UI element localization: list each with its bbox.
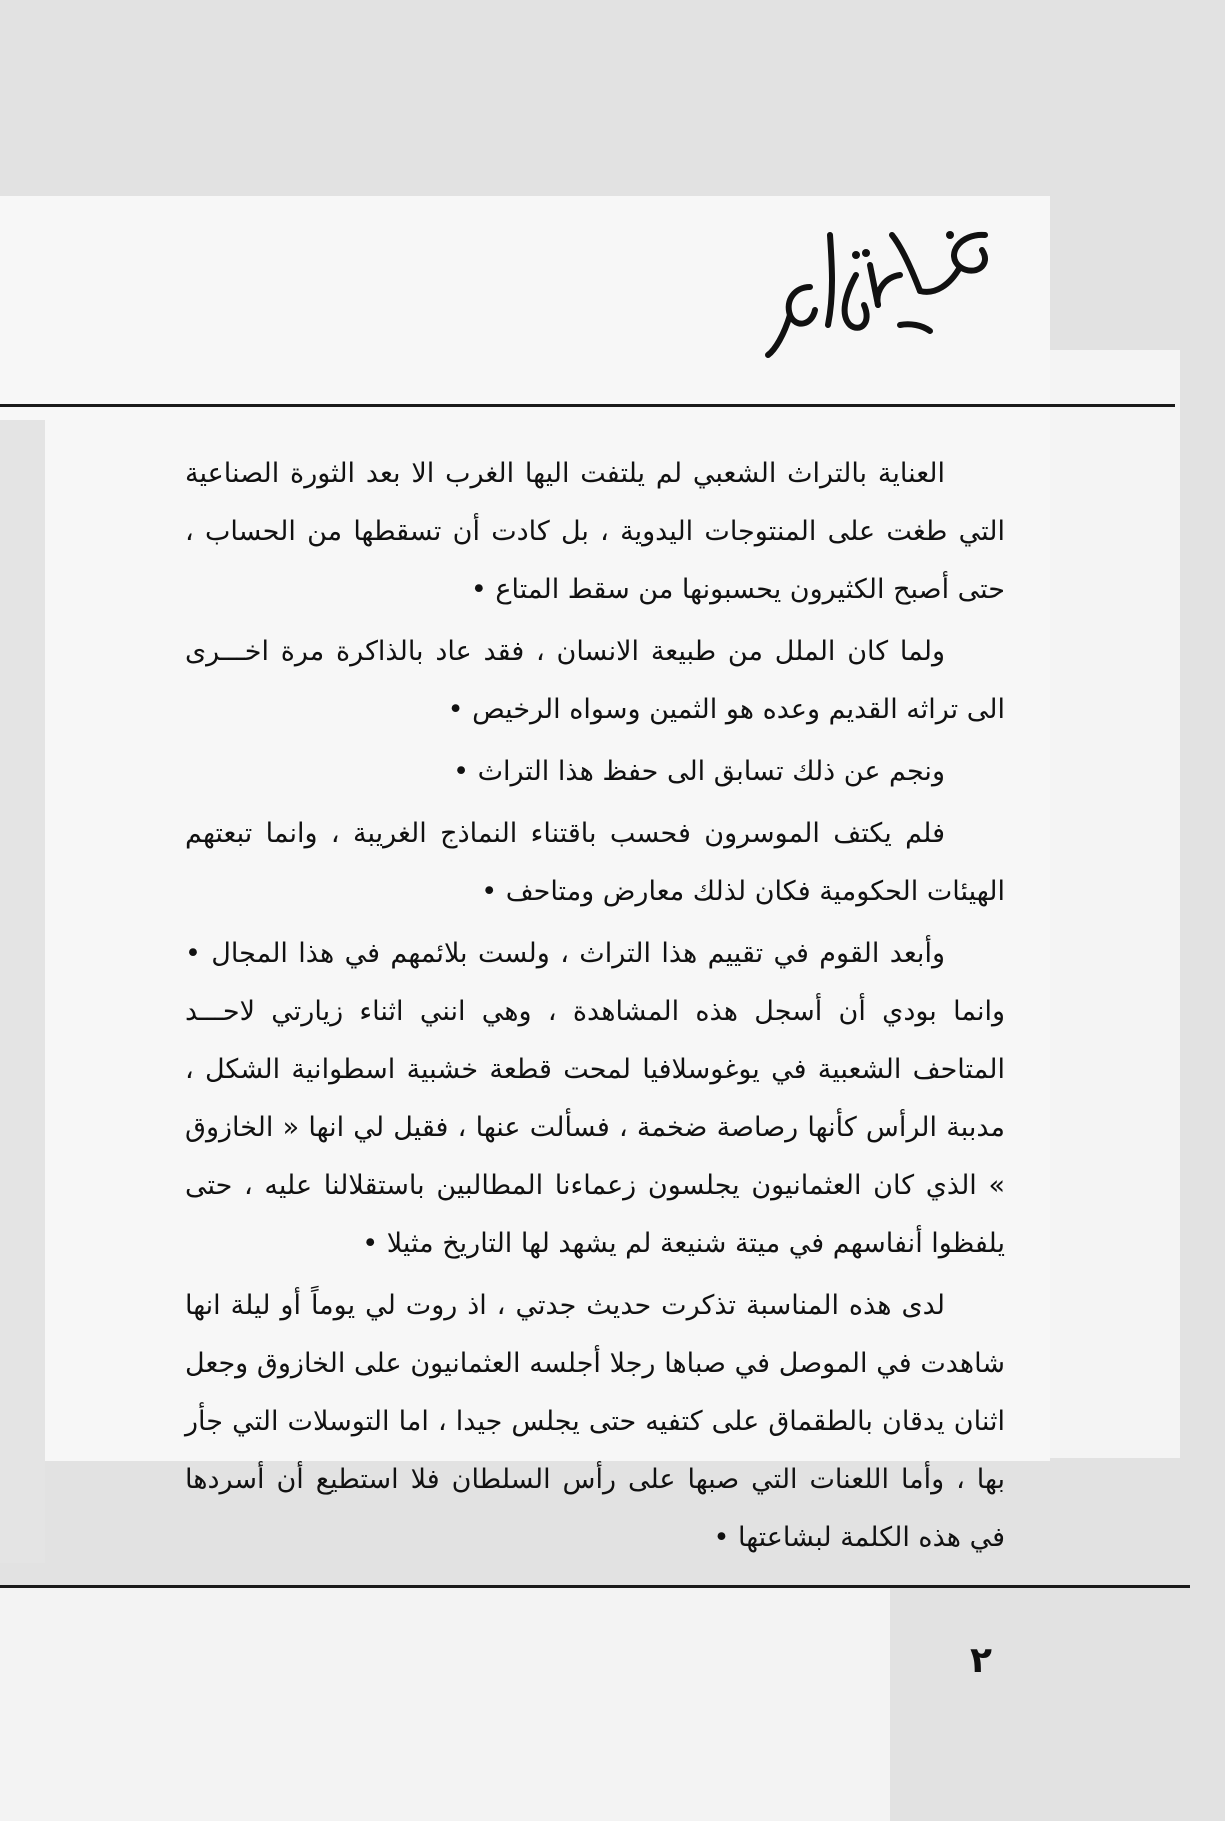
article-body (185, 445, 1005, 1571)
paragraph: فلم يكتف الموسرون فحسب باقتناء النماذج الغريبة ، وانما تبعتهم الهيئات الحكومية فكان لذلك معارض ومتاحف • (185, 818, 1005, 907)
paragraph: العناية بالتراث الشعبي لم يلتفت اليها الغرب الا بعد الثورة الصناعية التي طغت على المنتوجات اليدوية ، بل كادت أن تسقطها من الحساب ، حتى أصبح الكثيرون يحسبونها من سقط المتاع • (185, 458, 1005, 605)
paragraph: وأبعد القوم في تقييم هذا التراث ، ولست بلائمهم في هذا المجال • وانما بودي أن أسجل هذه المشاهدة ، وهي انني اثناء زيارتي لاحـــد المتاحف الشعبية في يوغوسلافيا لمحت قطعة خشبية اسطوانية الشكل ، مدببة الرأس كأنها رصاصة ضخمة ، فسألت عنها ، فقيل لي انها « الخازوق » الذي كان العثمانيون يجلسون زعماءنا المطالبين باستقلالنا عليه ، حتى يلفظوا أنفاسهم في ميتة شنيعة لم يشهد لها التاريخ مثيلا • (185, 938, 1005, 1259)
handwritten-title-signature (760, 205, 1005, 370)
paragraph: لدى هذه المناسبة تذكرت حديث جدتي ، اذ روت لي يوماً أو ليلة انها شاهدت في الموصل في صباها رجلا أجلسه العثمانيون على الخازوق وجعل اثنان يدقان بالطقماق على كتفيه حتى يجلس جيدا ، اما التوسلات التي جأر بها ، وأما اللعنات التي صبها على رأس السلطان فلا استطيع أن أسردها في هذه الكلمة لبشاعتها • (185, 1290, 1005, 1553)
scanned-page-edge (1050, 350, 1180, 1458)
page-number: ٢ (970, 1640, 992, 1681)
scan-margin (0, 420, 45, 1563)
scan-margin-bottom (890, 1622, 1225, 1821)
paragraph: ونجم عن ذلك تسابق الى حفظ هذا التراث • (453, 756, 945, 787)
paragraph: ولما كان الملل من طبيعة الانسان ، فقد عاد بالذاكرة مرة اخـــرى الى تراثه القديم وعده هو الثمين وسواه الرخيص • (185, 636, 1005, 725)
scanned-page-footer-area (0, 1588, 890, 1821)
top-rule (0, 404, 1175, 407)
bottom-rule (0, 1585, 1190, 1588)
